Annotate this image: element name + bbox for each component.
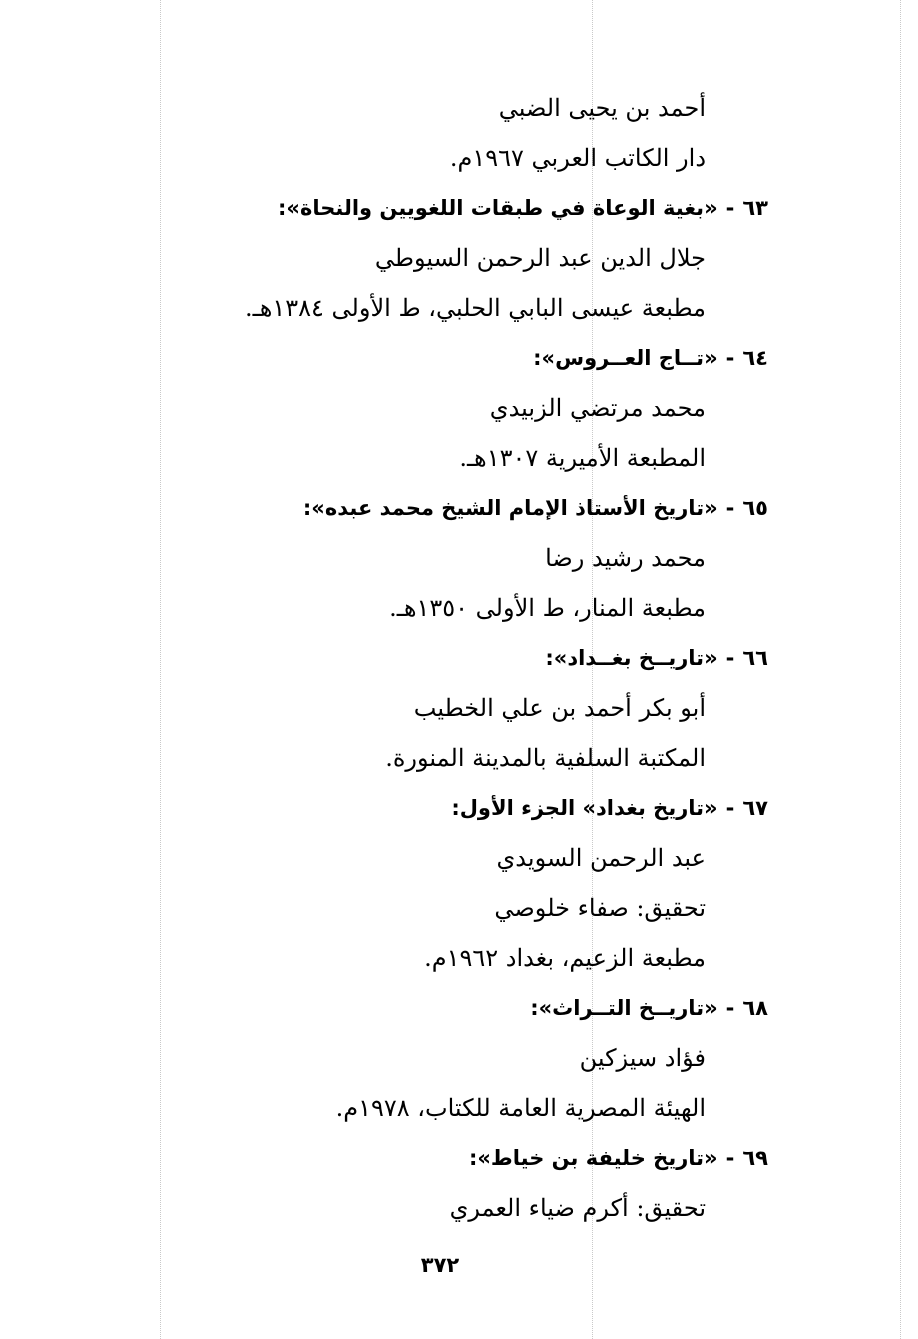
scan-guide-line <box>160 0 161 1339</box>
entry-title: «تاريخ بغداد» الجزء الأول: <box>451 796 718 820</box>
entry-editor: تحقيق: أكرم ضياء العمري <box>449 1194 706 1222</box>
scan-guide-line <box>900 0 901 1339</box>
entry-number: ٦٦ <box>742 646 768 670</box>
entry-author: محمد مرتضي الزبيدي <box>489 394 706 422</box>
entry-heading: ٦٥-«تاريخ الأستاذ الإمام الشيخ محمد عبده»: <box>303 493 768 523</box>
entry-number: ٦٤ <box>742 346 768 370</box>
entry-heading: ٦٩-«تاريخ خليفة بن خياط»: <box>469 1143 768 1173</box>
entry-number: ٦٥ <box>742 496 768 520</box>
entry-title: «تــاج العــروس»: <box>533 346 718 370</box>
entry-number: ٦٩ <box>742 1146 768 1170</box>
text-line: أحمد بن يحيى الضبي <box>498 94 706 122</box>
entry-heading: ٦٨-«تاريــخ التــراث»: <box>530 993 768 1023</box>
entry-author: أبو بكر أحمد بن علي الخطيب <box>413 694 706 722</box>
entry-publisher: مطبعة المنار، ط الأولى ١٣٥٠هـ. <box>389 594 706 622</box>
entry-number: ٦٣ <box>742 196 768 220</box>
entry-heading: ٦٤-«تــاج العــروس»: <box>533 343 768 373</box>
text-line: دار الكاتب العربي ١٩٦٧م. <box>449 144 706 172</box>
entry-publisher: الهيئة المصرية العامة للكتاب، ١٩٧٨م. <box>335 1094 706 1122</box>
entry-title: «تاريــخ بغــداد»: <box>545 646 718 670</box>
entry-title: «بغية الوعاة في طبقات اللغويين والنحاة»: <box>278 196 718 220</box>
entry-title: «تاريــخ التــراث»: <box>530 996 718 1020</box>
entry-heading: ٦٦-«تاريــخ بغــداد»: <box>545 643 768 673</box>
entry-number: ٦٨ <box>742 996 768 1020</box>
entry-number: ٦٧ <box>742 796 768 820</box>
entry-author: محمد رشيد رضا <box>545 544 706 572</box>
entry-title: «تاريخ الأستاذ الإمام الشيخ محمد عبده»: <box>302 496 718 520</box>
entry-publisher: المكتبة السلفية بالمدينة المنورة. <box>385 744 706 772</box>
entry-author: جلال الدين عبد الرحمن السيوطي <box>374 244 706 272</box>
entry-heading: ٦٧-«تاريخ بغداد» الجزء الأول: <box>451 793 768 823</box>
entry-heading: ٦٣-«بغية الوعاة في طبقات اللغويين والنحاة»: <box>278 193 768 223</box>
entry-author: عبد الرحمن السويدي <box>496 844 706 872</box>
entry-publisher: مطبعة عيسى البابي الحلبي، ط الأولى ١٣٨٤هـ. <box>245 294 706 322</box>
entry-editor: تحقيق: صفاء خلوصي <box>494 894 706 922</box>
entry-author: فؤاد سيزكين <box>579 1044 706 1072</box>
entry-title: «تاريخ خليفة بن خياط»: <box>468 1146 718 1170</box>
page-number: ٣٧٢ <box>420 1253 460 1277</box>
entry-publisher: المطبعة الأميرية ١٣٠٧هـ. <box>459 444 706 472</box>
entry-publisher: مطبعة الزعيم، بغداد ١٩٦٢م. <box>424 944 706 972</box>
